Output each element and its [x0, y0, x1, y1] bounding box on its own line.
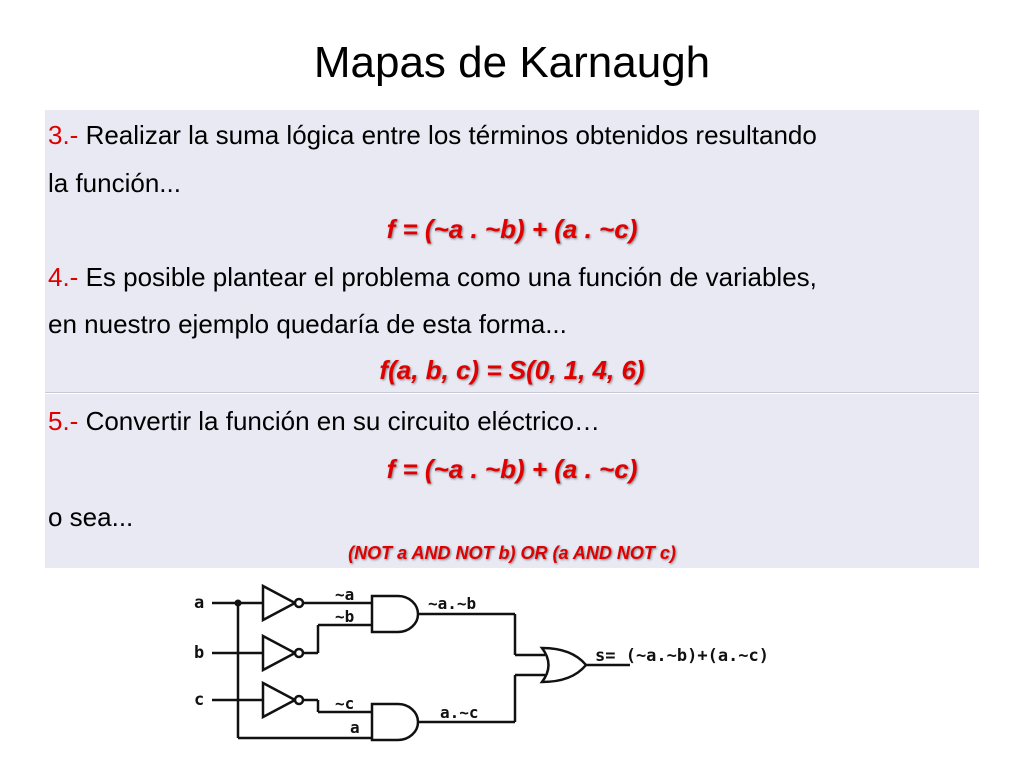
step5-number: 5.- — [48, 406, 79, 436]
input-c-label: c — [194, 690, 205, 710]
and-output-label-bottom: a.~c — [440, 703, 479, 722]
and-output-label-top: ~a.~b — [428, 594, 477, 613]
or-gate — [542, 648, 586, 682]
step4-line2: en nuestro ejemplo quedaría de esta forma... — [48, 309, 567, 339]
wire-label-not-c: ~c — [335, 694, 355, 713]
wire-label-not-a: ~a — [335, 585, 355, 604]
input-b-label: b — [194, 643, 205, 663]
input-a-label: a — [194, 593, 205, 613]
not-gate-c — [263, 683, 295, 717]
not-bubble-b — [295, 649, 303, 657]
step5-text: Convertir la función en su circuito eléctrico… — [78, 406, 601, 436]
not-gate-a — [263, 586, 295, 620]
step4-formula: f(a, b, c) = S(0, 1, 4, 6) — [379, 355, 645, 385]
wire-label-not-b: ~b — [335, 607, 355, 626]
and-gate-bottom — [372, 704, 418, 740]
not-gate-b — [263, 636, 295, 670]
junction-dot — [235, 600, 242, 607]
step5-formula-words: (NOT a AND NOT b) OR (a AND NOT c) — [348, 543, 676, 563]
step3-text: Realizar la suma lógica entre los términos obtenidos resultando — [78, 120, 817, 150]
step5-line2: o sea... — [48, 502, 134, 532]
wire-label-a: a — [350, 718, 360, 737]
and-gate-top — [372, 596, 418, 632]
step4-text: Es posible plantear el problema como una función de variables, — [78, 262, 817, 292]
slide-title: Mapas de Karnaugh — [313, 38, 711, 87]
not-bubble-a — [295, 599, 303, 607]
step5-formula: f = (~a . ~b) + (a . ~c) — [386, 454, 638, 484]
step3-number: 3.- — [48, 120, 79, 150]
circuit-output-label: s= (~a.~b)+(a.~c) — [595, 646, 769, 666]
not-gates — [263, 586, 303, 717]
step3-formula: f = (~a . ~b) + (a . ~c) — [386, 214, 638, 244]
step3-line2: la función... — [48, 168, 181, 198]
not-bubble-c — [295, 696, 303, 704]
and-gates — [372, 596, 418, 740]
step4-number: 4.- — [48, 262, 79, 292]
